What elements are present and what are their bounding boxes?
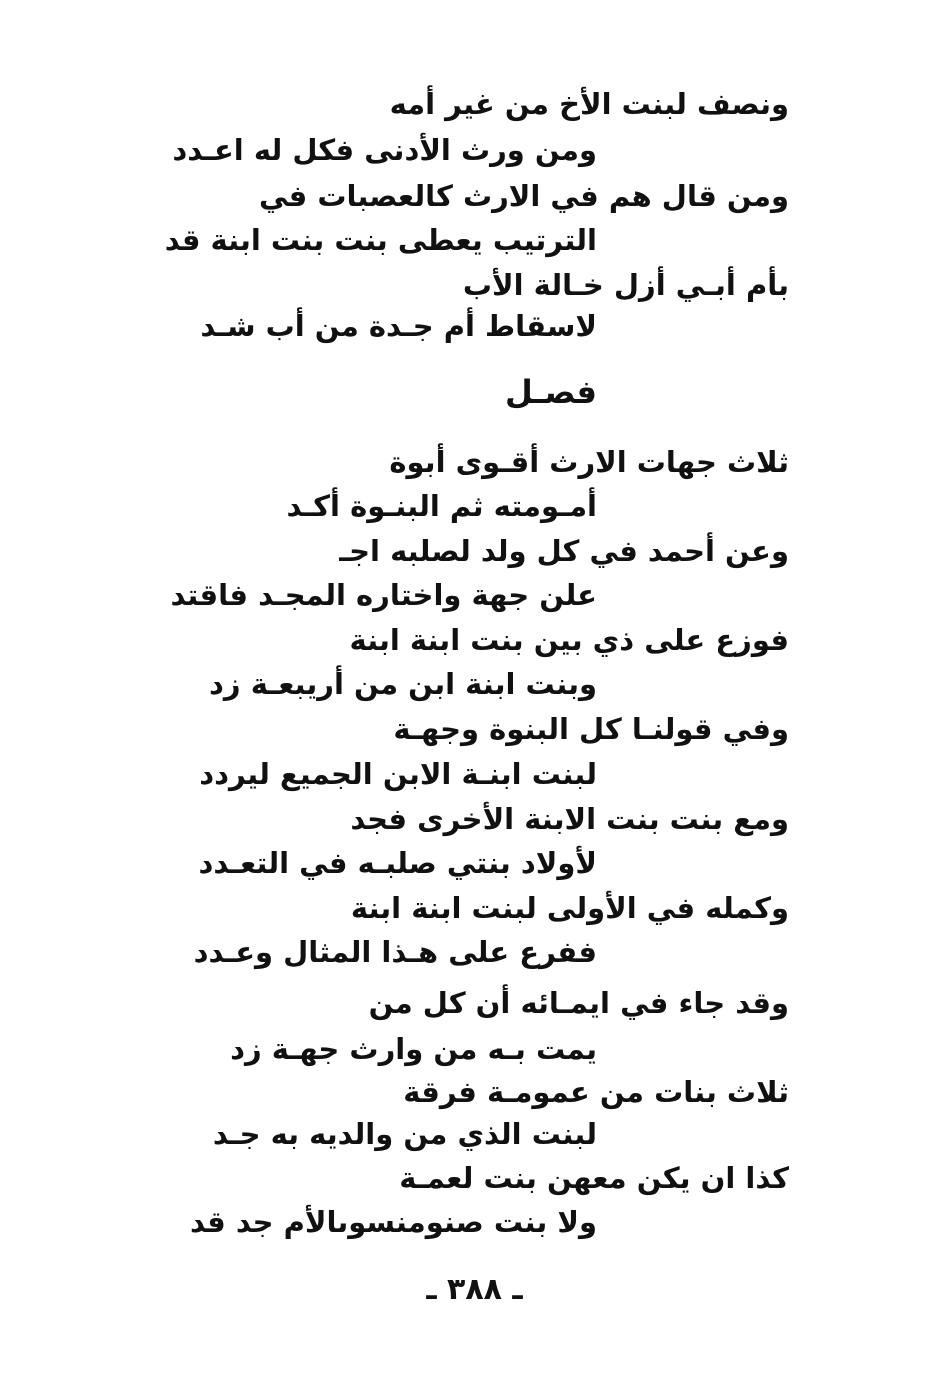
poem-line: أمـومته ثم البنـوة أكـد [286, 489, 597, 523]
poem-line: وكمله في الأولى لبنت ابنة ابنة [350, 891, 789, 925]
poem-line: وفي قولنـا كل البنوة وجهـة [393, 712, 789, 746]
poem-line: لبنت ابنـة الابن الجميع ليردد [199, 757, 597, 791]
poem-line: لاسقاط أم جـدة من أب شـد [200, 309, 597, 343]
poem-line: وبنت ابنة ابن من أريبعـة زد [209, 667, 597, 701]
poem-line: ففرع على هـذا المثال وعـدد [193, 935, 597, 969]
poem-line: ثلاث بنات من عمومـة فرقة [403, 1075, 789, 1109]
section-heading: فصـل [505, 373, 597, 411]
poem-line: وعن أحمد في كل ولد لصلبه اجـ [339, 534, 789, 568]
poem-line: لأولاد بنتي صلبـه في التعـدد [198, 846, 597, 880]
poem-line: الترتيب يعطى بنت بنت ابنة قد [164, 223, 597, 257]
poem-line: وقد جاء في ايمـائه أن كل من [368, 986, 789, 1020]
poem-line: فوزع على ذي بين بنت ابنة ابنة [349, 623, 789, 657]
poem-line: ونصف لبنت الأخ من غير أمه [389, 87, 789, 121]
poem-line: كذا ان يكن معهن بنت لعمـة [399, 1161, 789, 1195]
poem-line: ولا بنت صنومنسوىالأم جد قد [190, 1205, 597, 1239]
poem-line: بأم أبـي أزل خـالة الأب [462, 268, 789, 302]
poem-line: ومن قال هم في الارث كالعصبات في [258, 179, 789, 213]
poem-line: ومع بنت بنت الابنة الأخرى فجد [350, 802, 789, 836]
poem-line: يمت بـه من وارث جهـة زد [230, 1032, 597, 1066]
page-number: ـ ٣٨٨ ـ [426, 1272, 523, 1307]
poem-line: ومن ورث الأدنى فكل له اعـدد [172, 133, 597, 167]
poem-line: لبنت الذي من والديه به جـد [212, 1117, 597, 1151]
poem-line: ثلاث جهات الارث أقـوى أبوة [389, 445, 789, 479]
poem-line: علن جهة واختاره المجـد فاقتد [170, 578, 597, 612]
